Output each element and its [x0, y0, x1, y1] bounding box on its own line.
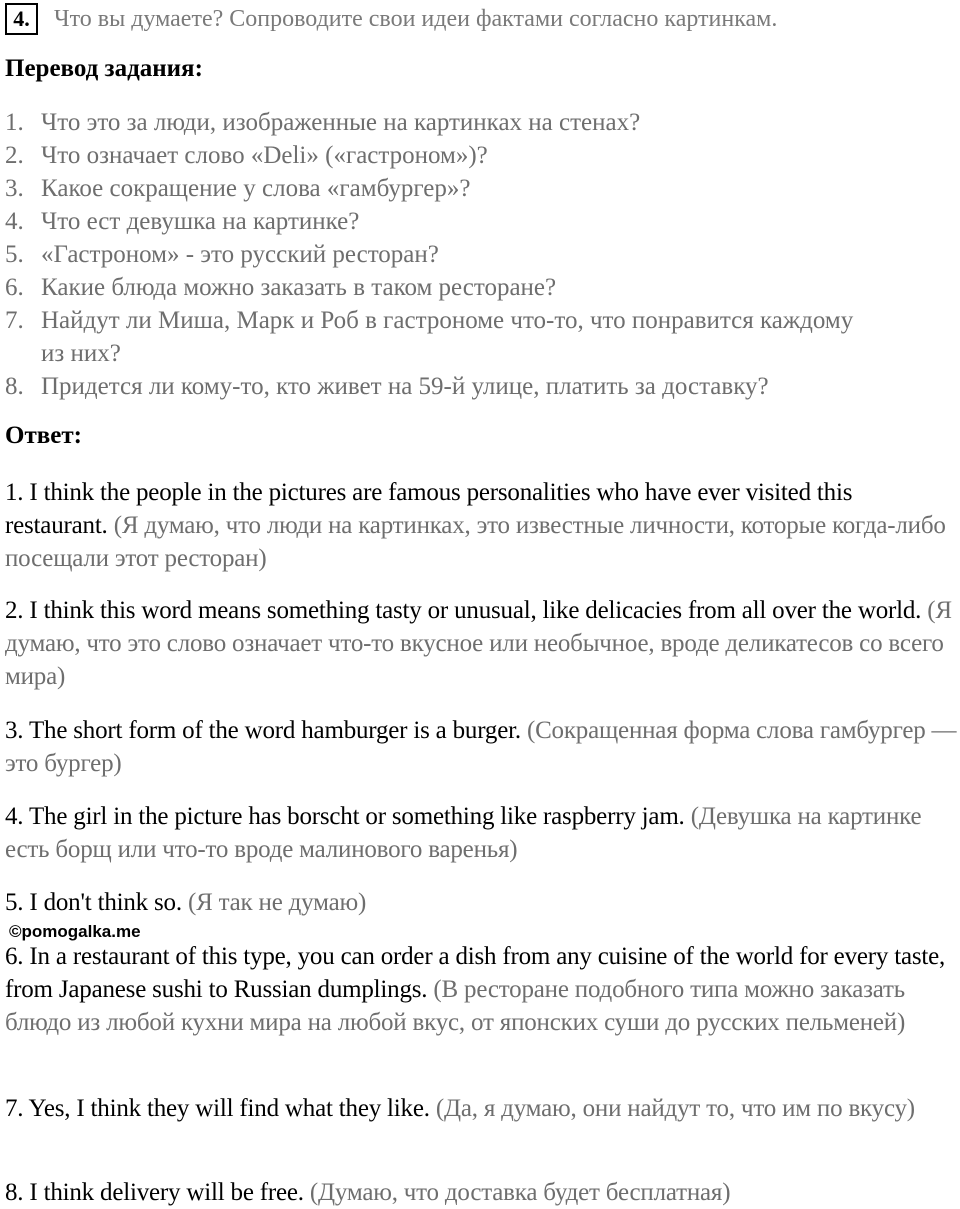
- question-number: 7.: [5, 307, 24, 334]
- question-number: 2.: [5, 142, 24, 169]
- question-text: «Гастроном» - это русский ресторан?: [41, 241, 439, 268]
- question-number: 4.: [5, 208, 24, 235]
- list-item: [5, 139, 921, 172]
- answer-russian: (Девушка на картинке есть борщ или что-то вроде малинового варенья): [5, 803, 922, 863]
- answer-paragraph: [5, 940, 960, 1039]
- list-item: [5, 271, 921, 304]
- answer-paragraph: [5, 800, 960, 866]
- question-number: 6.: [5, 274, 24, 301]
- task-instruction: Что вы думаете? Сопроводите свои идеи фактами согласно картинкам.: [54, 5, 778, 32]
- answer-english: 1. I think the people in the pictures are famous personalities who have ever visited this restaurant.: [5, 479, 853, 539]
- watermark: ©pomogalka.me: [9, 922, 141, 941]
- list-item: [5, 205, 921, 238]
- answer-russian: (Я думаю, что это слово означает что-то вкусное или необычное, вроде деликатесов со всего мира): [5, 597, 952, 690]
- question-list: [5, 106, 921, 403]
- question-text: Найдут ли Миша, Марк и Роб в гастрономе что-то, что понравится каждому из них?: [41, 307, 854, 367]
- answer-english: 6. In a restaurant of this type, you can order a dish from any cuisine of the world for every taste, from Japanese sushi to Russian dumplings.: [5, 943, 946, 1003]
- answer-english: 4. The girl in the picture has borscht or something like raspberry jam.: [5, 803, 685, 830]
- answer-russian: (Думаю, что доставка будет бесплатная): [309, 1179, 731, 1206]
- answer-english: 7. Yes, I think they will find what they like.: [5, 1095, 430, 1122]
- question-number: 5.: [5, 241, 24, 268]
- list-item: [5, 304, 921, 370]
- list-item: [5, 370, 921, 403]
- answer-russian: (Сокращенная форма слова гамбургер — это бургер): [5, 717, 957, 777]
- question-text: Какое сокращение у слова «гамбургер»?: [41, 175, 471, 202]
- answer-paragraph: [5, 1176, 960, 1209]
- answer-english: 8. I think delivery will be free.: [5, 1179, 304, 1206]
- list-item: [5, 172, 921, 205]
- answer-english: 2. I think this word means something tasty or unusual, like delicacies from all over the world.: [5, 597, 922, 624]
- question-text: Придется ли кому-то, кто живет на 59-й улице, платить за доставку?: [41, 373, 769, 400]
- answer-russian: (Я думаю, что люди на картинках, это известные личности, которые когда-либо посещали этот ресторан): [5, 512, 946, 572]
- answer-paragraph: [5, 714, 960, 780]
- list-item: [5, 238, 921, 271]
- question-number: 8.: [5, 373, 24, 400]
- list-item: [5, 106, 921, 139]
- answer-russian: (В ресторане подобного типа можно заказать блюдо из любой кухни мира на любой вкус, от японских суши до русских пельменей): [5, 976, 906, 1036]
- question-number: 3.: [5, 175, 24, 202]
- answer-russian: (Я так не думаю): [187, 889, 367, 916]
- answer-paragraph: [5, 886, 960, 919]
- question-text: Что означает слово «Deli» («гастроном»)?: [41, 142, 488, 169]
- question-number: 1.: [5, 109, 24, 136]
- answer-heading: Ответ:: [5, 422, 82, 449]
- question-text: Что это за люди, изображенные на картинках на стенах?: [41, 109, 641, 136]
- task-number-box: 4.: [5, 3, 38, 35]
- answer-english: 5. I don't think so.: [5, 889, 182, 916]
- answer-paragraph: [5, 476, 960, 575]
- question-text: Какие блюда можно заказать в таком ресторане?: [41, 274, 557, 301]
- task-header: [5, 2, 777, 36]
- answer-english: 3. The short form of the word hamburger is a burger.: [5, 717, 521, 744]
- answer-russian: (Да, я думаю, они найдут то, что им по вкусу): [435, 1095, 915, 1122]
- question-text: Что ест девушка на картинке?: [41, 208, 360, 235]
- answer-paragraph: [5, 1092, 960, 1125]
- answer-paragraph: [5, 594, 960, 693]
- translation-heading: Перевод задания:: [5, 55, 203, 82]
